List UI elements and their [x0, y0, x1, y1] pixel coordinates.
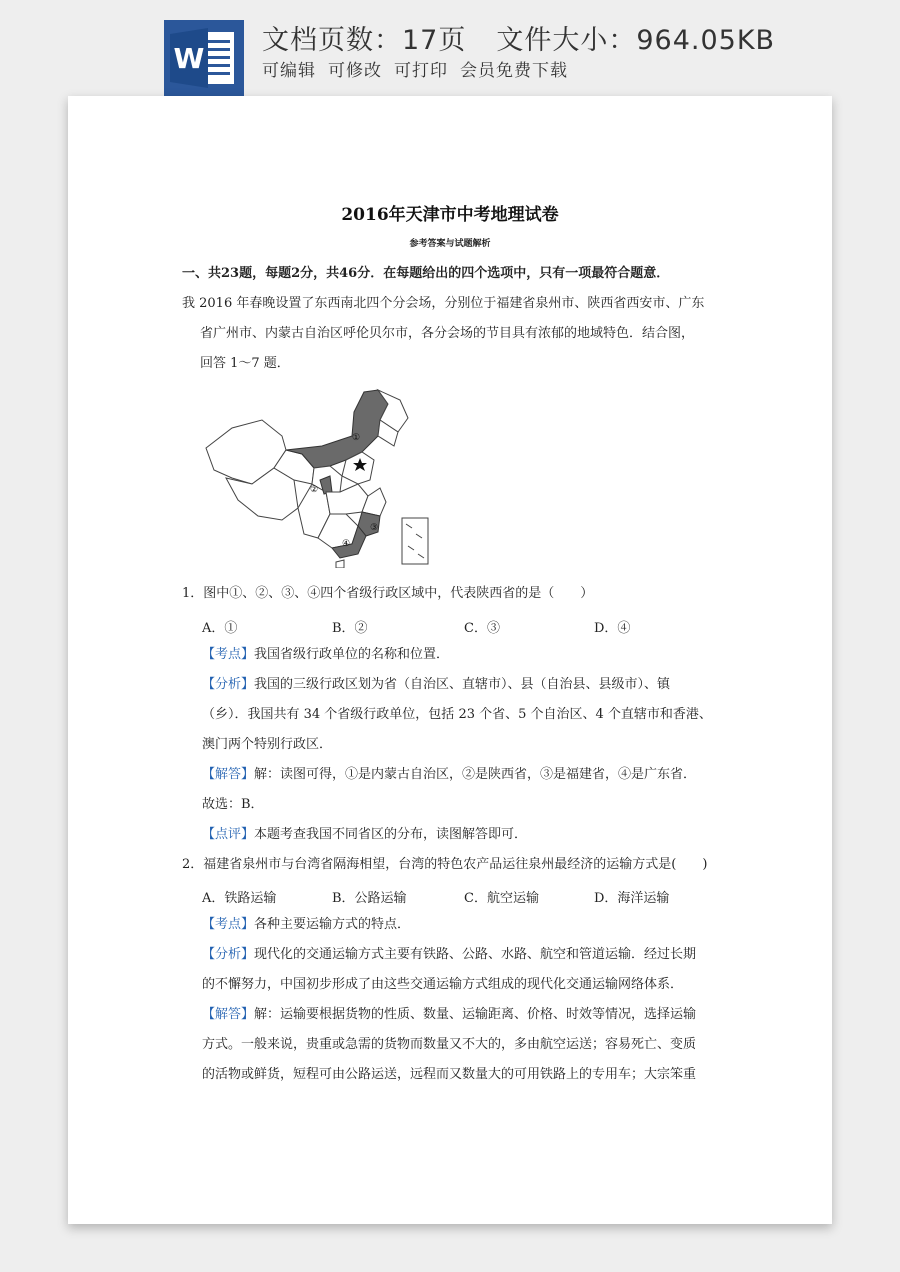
china-province-map — [202, 388, 442, 568]
q1-dianping-tag: 【点评】 — [202, 827, 255, 842]
q1-fenxi — [202, 677, 670, 693]
q2-fenxi-line-2: 的不懈努力，中国初步形成了由这些交通运输方式组成的现代化交通运输网络体系． — [202, 977, 684, 992]
q2-fenxi — [202, 947, 696, 963]
q2-option-b: B．公路运输 — [332, 891, 407, 906]
feature-modifiable: 可修改 — [328, 61, 382, 81]
q1-kaodian-text: 我国省级行政单位的名称和位置． — [254, 647, 450, 662]
q1-option-d: D．④ — [594, 621, 631, 636]
q2-fenxi-line-1: 现代化的交通运输方式主要有铁路、公路、水路、航空和管道运输．经过长期 — [254, 947, 697, 962]
file-size: 文件大小：964.05KB — [496, 25, 776, 56]
page-count: 文档页数：17页 — [262, 25, 467, 56]
q1-jieda — [202, 767, 696, 783]
q1-kaodian — [202, 647, 449, 663]
q2-jieda-line-1: 解：运输要根据货物的性质、数量、运输距离、价格、时效等情况，选择运输 — [254, 1007, 697, 1022]
svg-text:W: W — [173, 42, 205, 75]
q1-jieda-line-1: 解：读图可得，①是内蒙古自治区，②是陕西省，③是福建省，④是广东省． — [254, 767, 697, 782]
map-label-1: ① — [352, 433, 361, 443]
q2-option-d: D．海洋运输 — [594, 891, 670, 906]
q1-fenxi-line-2: （乡）．我国共有 34 个省级行政单位，包括 23 个省、5 个自治区、4 个直辖市和香港、 — [202, 707, 712, 722]
document-title: 2016年天津市中考地理试卷 — [341, 205, 559, 225]
intro-line-3: 回答 1～7 题． — [200, 356, 290, 371]
q2-jieda-line-2: 方式。一般来说，贵重或急需的货物而数量又不大的，多由航空运送；容易死亡、变质 — [202, 1037, 697, 1052]
q2-jieda — [202, 1007, 696, 1023]
q2-jieda-line-3: 的活物或鲜货，短程可由公路运送，远程而又数量大的可用铁路上的专用车；大宗笨重 — [202, 1067, 697, 1082]
q1-fenxi-tag: 【分析】 — [202, 677, 255, 692]
map-label-2: ② — [310, 485, 319, 495]
q2-option-a: A．铁路运输 — [202, 891, 277, 906]
feature-printable: 可打印 — [394, 61, 448, 81]
q1-fenxi-line-1: 我国的三级行政区划为省（自治区、直辖市）、县（自治县、县级市）、镇 — [254, 677, 671, 692]
map-label-3: ③ — [370, 523, 379, 533]
feature-list — [262, 56, 580, 81]
map-label-4: ④ — [342, 539, 351, 549]
q1-fenxi-line-3: 澳门两个特别行政区． — [202, 737, 333, 752]
intro-line-1: 我 2016 年春晚设置了东西南北四个分会场，分别位于福建省泉州市、陕西省西安市、广东 — [182, 296, 705, 311]
feature-member-download: 会员免费下载 — [460, 61, 568, 81]
q1-kaodian-tag: 【考点】 — [202, 647, 255, 662]
q2-kaodian — [202, 917, 410, 933]
q2-kaodian-text: 各种主要运输方式的特点． — [254, 917, 411, 932]
section-heading: 一、共23题，每题2分，共46分．在每题给出的四个选项中，只有一项最符合题意． — [182, 266, 670, 281]
feature-editable: 可编辑 — [262, 61, 316, 81]
intro-line-2: 省广州市、内蒙古自治区呼伦贝尔市，各分会场的节目具有浓郁的地域特色．结合图， — [200, 326, 695, 341]
q1-stem: 1．图中①、②、③、④四个省级行政区域中，代表陕西省的是（ ） — [182, 586, 594, 601]
q1-option-a: A．① — [202, 621, 238, 636]
file-info — [262, 18, 775, 57]
document-page — [68, 96, 832, 1224]
q1-option-c: C．③ — [464, 621, 500, 636]
q1-jieda-tag: 【解答】 — [202, 767, 255, 782]
q1-dianping — [202, 827, 527, 843]
q2-stem: 2．福建省泉州市与台湾省隔海相望，台湾的特色农产品运往泉州最经济的运输方式是( ) — [182, 857, 708, 872]
q1-option-b: B．② — [332, 621, 368, 636]
word-document-icon — [164, 20, 244, 96]
q1-dianping-text: 本题考查我国不同省区的分布，读图解答即可． — [254, 827, 528, 842]
document-subtitle: 参考答案与试题解析 — [409, 239, 491, 249]
q2-fenxi-tag: 【分析】 — [202, 947, 255, 962]
download-banner — [0, 0, 900, 100]
q2-kaodian-tag: 【考点】 — [202, 917, 255, 932]
q1-jieda-line-2: 故选：B． — [202, 797, 264, 812]
q2-option-c: C．航空运输 — [464, 891, 539, 906]
q2-jieda-tag: 【解答】 — [202, 1007, 255, 1022]
